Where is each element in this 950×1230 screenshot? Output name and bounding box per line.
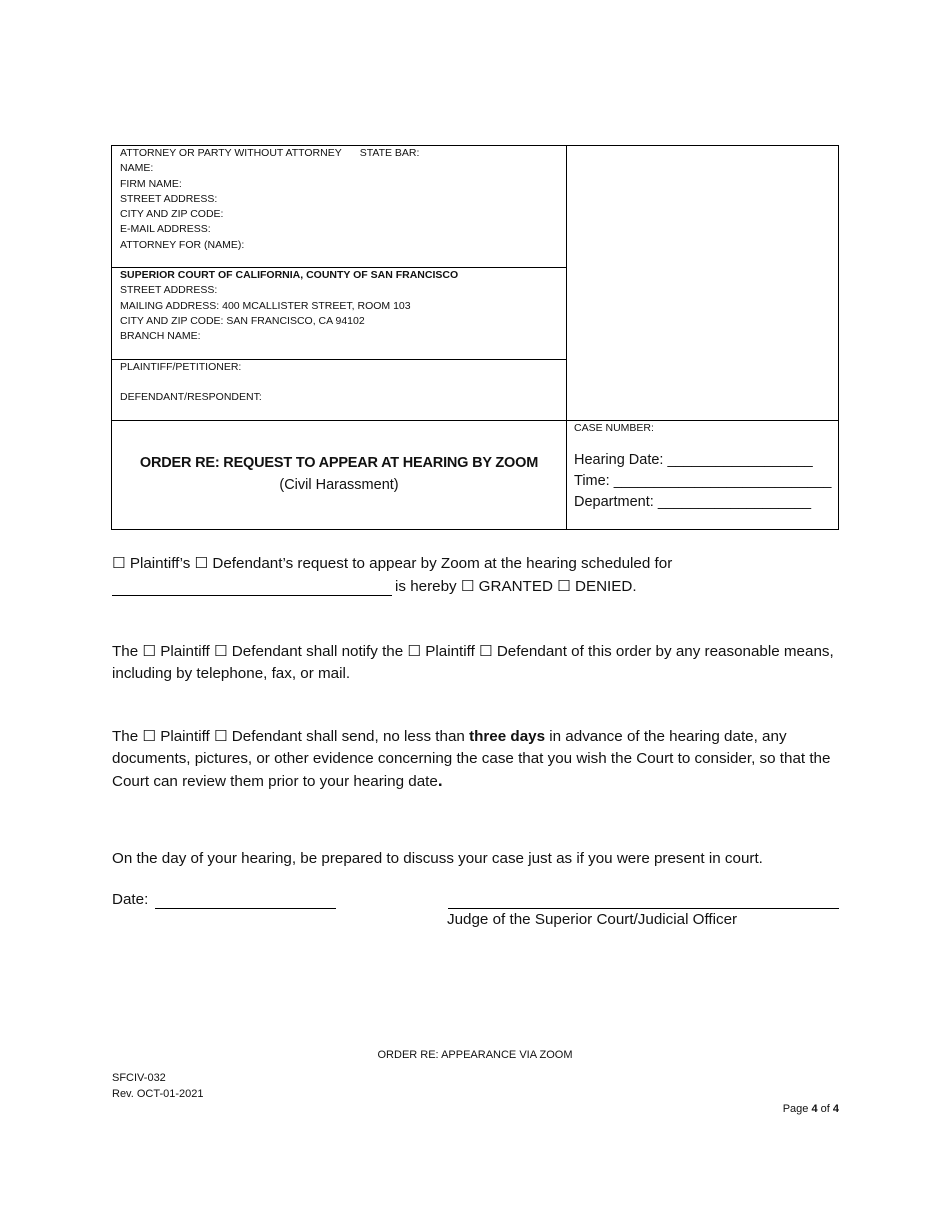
notify-paragraph: The ☐ Plaintiff ☐ Defendant shall notify the ☐ Plaintiff ☐ Defendant of this order by any reasonable means, including by telephone, fax, or mail. bbox=[112, 643, 834, 682]
defendant-label: DEFENDANT/RESPONDENT: bbox=[120, 391, 262, 403]
caption-divider-vertical bbox=[566, 145, 567, 530]
court-branch: BRANCH NAME: bbox=[120, 330, 201, 343]
attorney-label: ATTORNEY OR PARTY WITHOUT ATTORNEY bbox=[120, 147, 342, 159]
evidence-text-bold: three days bbox=[469, 728, 546, 745]
date-blank[interactable] bbox=[155, 908, 336, 909]
revision-date: Rev. OCT-01-2021 bbox=[112, 1088, 204, 1100]
city-zip-label: CITY AND ZIP CODE: bbox=[120, 208, 224, 221]
evidence-text-a: The ☐ Plaintiff ☐ Defendant shall send, no less than bbox=[112, 728, 470, 745]
hearing-date-field[interactable]: Hearing Date: __________________ bbox=[574, 452, 813, 468]
request-paragraph-line2: is hereby ☐ GRANTED ☐ DENIED. bbox=[395, 578, 637, 595]
attorney-for-label: ATTORNEY FOR (NAME): bbox=[120, 238, 245, 251]
attorney-block bbox=[120, 146, 419, 253]
caption-divider-title bbox=[111, 420, 839, 421]
evidence-text-b: in advance of the hearing date, any documents, pictures, or other evidence concerning the case that you wish the Court to consider, so that the Court can review them prior to your hearing date bbox=[112, 728, 831, 790]
judge-signature-line[interactable] bbox=[448, 908, 839, 909]
judge-label: Judge of the Superior Court/Judicial Officer bbox=[447, 911, 738, 928]
case-number-label: CASE NUMBER: bbox=[574, 422, 654, 434]
order-subtitle: (Civil Harassment) bbox=[279, 477, 399, 493]
request-paragraph-line1: ☐ Plaintiff’s ☐ Defendant’s request to appear by Zoom at the hearing scheduled for bbox=[112, 555, 673, 572]
plaintiff-label: PLAINTIFF/PETITIONER: bbox=[120, 361, 242, 373]
court-mailing: MAILING ADDRESS: 400 MCALLISTER STREET, ROOM 103 bbox=[120, 299, 411, 312]
hearing-schedule-blank[interactable] bbox=[112, 595, 392, 596]
department-field[interactable]: Department: ___________________ bbox=[574, 494, 812, 510]
time-field[interactable]: Time: ___________________________ bbox=[574, 473, 832, 489]
page-indicator bbox=[783, 1103, 839, 1115]
footer-title: ORDER RE: APPEARANCE VIA ZOOM bbox=[377, 1049, 573, 1061]
court-street: STREET ADDRESS: bbox=[120, 284, 218, 297]
evidence-paragraph bbox=[112, 726, 842, 793]
date-label: Date: bbox=[112, 891, 149, 908]
street-label: STREET ADDRESS: bbox=[120, 192, 218, 205]
email-label: E-MAIL ADDRESS: bbox=[120, 223, 211, 236]
evidence-text-end: . bbox=[437, 771, 443, 790]
prepared-paragraph: On the day of your hearing, be prepared to discuss your case just as if you were present in court. bbox=[112, 850, 763, 867]
page-number: 4 bbox=[811, 1103, 818, 1115]
firm-label: FIRM NAME: bbox=[120, 177, 182, 190]
name-label: NAME: bbox=[120, 162, 154, 175]
page-total: 4 bbox=[832, 1103, 839, 1115]
form-id: SFCIV-032 bbox=[112, 1072, 166, 1084]
page-prefix: Page bbox=[782, 1103, 812, 1115]
page-of: of bbox=[817, 1103, 833, 1115]
state-bar-label: STATE BAR: bbox=[359, 147, 420, 159]
court-title: SUPERIOR COURT OF CALIFORNIA, COUNTY OF SAN FRANCISCO bbox=[120, 269, 459, 281]
court-block bbox=[120, 268, 458, 344]
court-city-zip: CITY AND ZIP CODE: SAN FRANCISCO, CA 94102 bbox=[120, 314, 365, 327]
order-title: ORDER RE: REQUEST TO APPEAR AT HEARING BY ZOOM bbox=[139, 455, 539, 471]
